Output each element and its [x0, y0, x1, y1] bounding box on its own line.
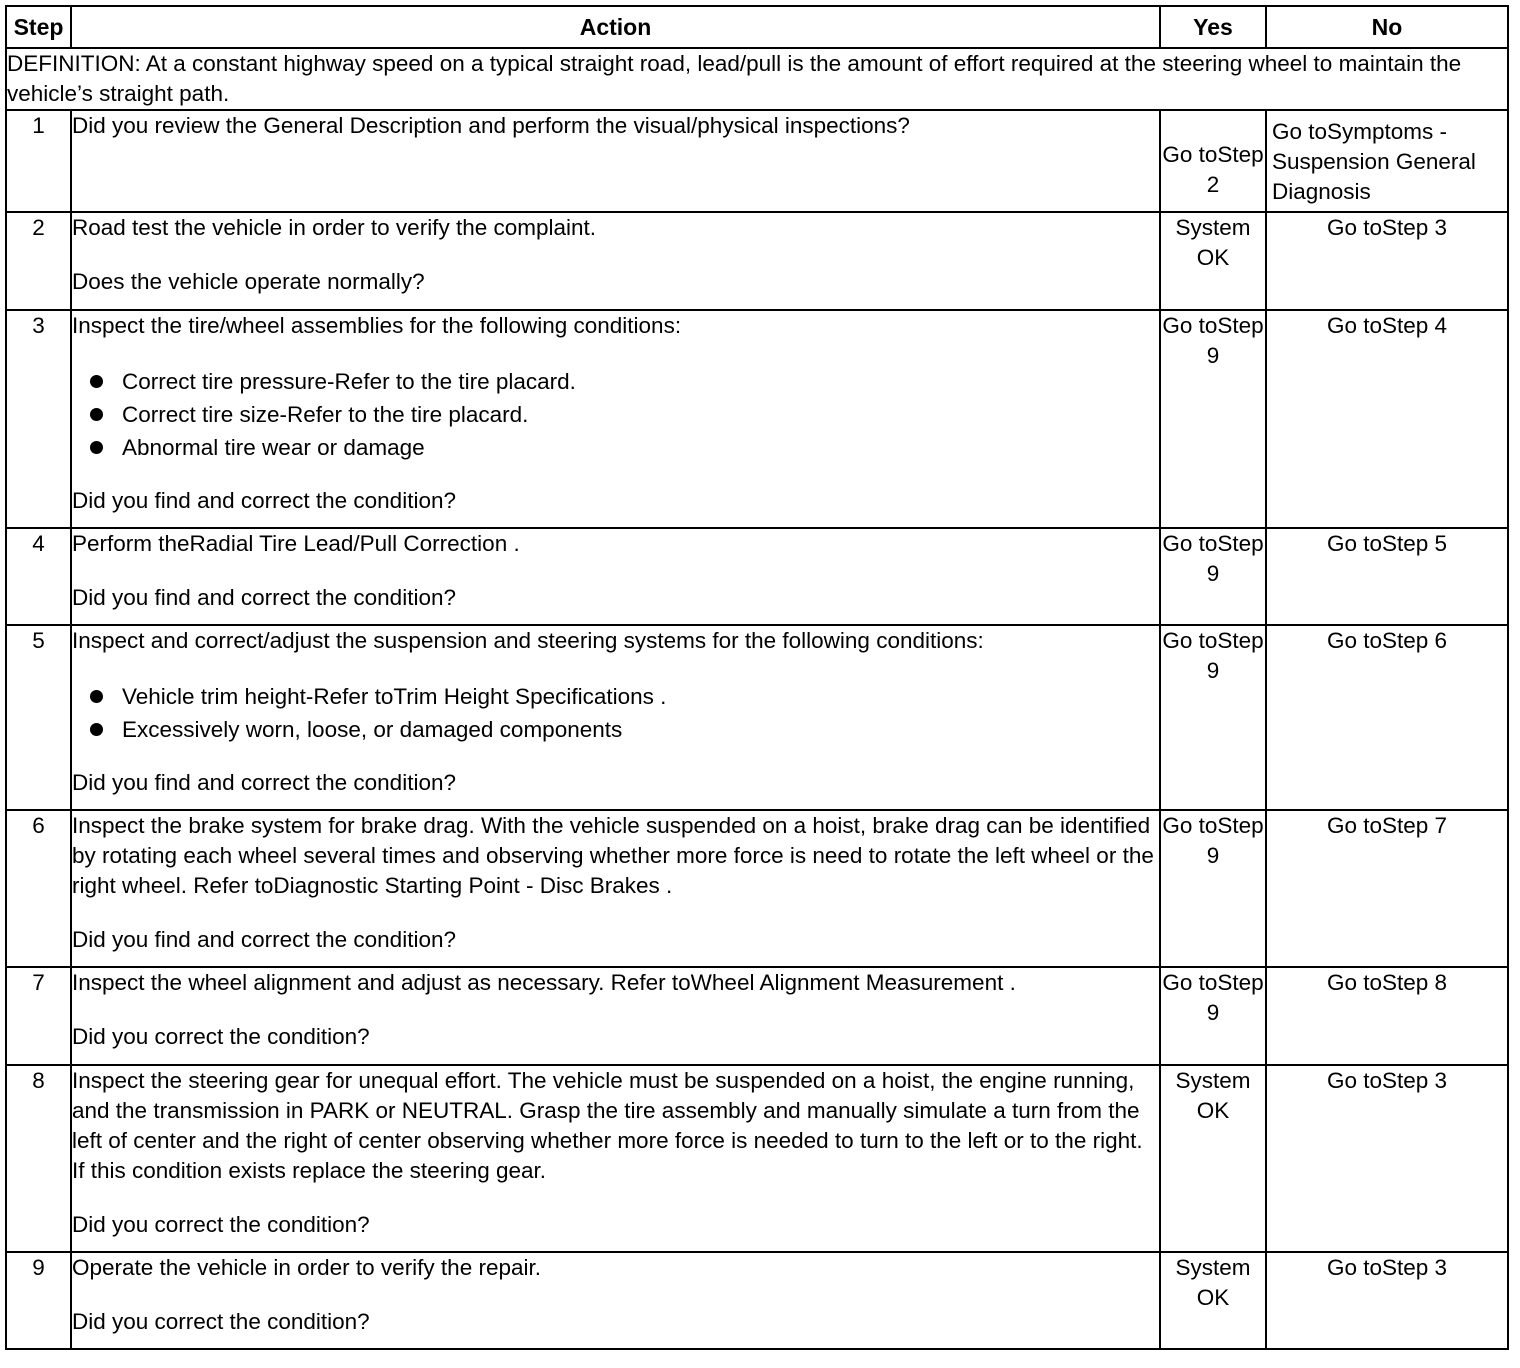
table-row: [6, 1065, 1508, 1252]
step-number: 6: [6, 810, 71, 967]
action-question: Did you find and correct the condition?: [72, 770, 456, 795]
yes-result: Go toStep 9: [1160, 310, 1266, 528]
list-item: [72, 365, 1159, 398]
step-number: 8: [6, 1065, 71, 1252]
list-item: [72, 431, 1159, 464]
yes-result: System OK: [1160, 1252, 1266, 1349]
no-result: Go toStep 5: [1266, 528, 1508, 625]
action-cell: [71, 625, 1160, 810]
action-text: Inspect the brake system for brake drag. With the vehicle suspended on a hoist, brake drag can be identified by rotating each wheel several times and observing whether more force is need to rotate the left wheel or the right wheel. Refer toDiagnostic Starting Point - Disc Brakes .: [72, 813, 1154, 898]
action-text: Inspect the steering gear for unequal effort. The vehicle must be suspended on a hoist, the engine running, and the transmission in PARK or NEUTRAL. Grasp the tire assembly and manually simulate a turn from the left of center and the right of center observing whether more force is needed to turn to the left or to the right. If this condition exists replace the steering gear.: [72, 1068, 1143, 1183]
action-question: Did you find and correct the condition?: [72, 488, 456, 513]
list-item-text: Correct tire size-Refer to the tire placard.: [122, 402, 529, 427]
yes-result: Go toStep 9: [1160, 625, 1266, 810]
action-cell: [71, 1065, 1160, 1252]
action-cell: [71, 810, 1160, 967]
action-question: Did you correct the condition?: [72, 1309, 370, 1334]
step-number: 1: [6, 110, 71, 212]
list-item-text: Vehicle trim height-Refer toTrim Height Specifications .: [122, 684, 667, 709]
action-question: Did you find and correct the condition?: [72, 585, 456, 610]
no-result: Go toStep 3: [1266, 212, 1508, 310]
action-text: Operate the vehicle in order to verify the repair.: [72, 1255, 541, 1280]
no-result: Go toStep 3: [1266, 1065, 1508, 1252]
action-question: Did you find and correct the condition?: [72, 927, 456, 952]
header-step: Step: [6, 6, 71, 48]
yes-result: Go toStep 9: [1160, 810, 1266, 967]
table-row: [6, 310, 1508, 528]
bullet-icon: [90, 375, 103, 388]
list-item-text: Correct tire pressure-Refer to the tire placard.: [122, 369, 576, 394]
table-row: [6, 110, 1508, 212]
action-text: Did you review the General Description and perform the visual/physical inspections?: [71, 110, 1160, 212]
no-result: Go toStep 3: [1266, 1252, 1508, 1349]
yes-result: Go toStep 2: [1160, 110, 1266, 212]
table-row: [6, 212, 1508, 310]
bullet-icon: [90, 408, 103, 421]
action-text: Inspect the tire/wheel assemblies for the following conditions:: [72, 313, 682, 338]
no-result: Go toStep 8: [1266, 967, 1508, 1065]
step-number: 9: [6, 1252, 71, 1349]
list-item-text: Excessively worn, loose, or damaged components: [122, 717, 623, 742]
yes-result: Go toStep 9: [1160, 528, 1266, 625]
header-action: Action: [71, 6, 1160, 48]
diagnostic-table-container: [5, 5, 1509, 1350]
condition-list: [72, 680, 1159, 746]
header-row: [6, 6, 1508, 48]
table-row: [6, 1252, 1508, 1349]
action-cell: [71, 310, 1160, 528]
action-question: Did you correct the condition?: [72, 1212, 370, 1237]
definition-text: DEFINITION: At a constant highway speed on a typical straight road, lead/pull is the amount of effort required at the steering wheel to maintain the vehicle’s straight path.: [6, 48, 1508, 110]
table-row: [6, 810, 1508, 967]
header-yes: Yes: [1160, 6, 1266, 48]
yes-result: System OK: [1160, 212, 1266, 310]
action-question: Did you correct the condition?: [72, 1024, 370, 1049]
bullet-icon: [90, 441, 103, 454]
action-cell: [71, 1252, 1160, 1349]
action-text: Inspect the wheel alignment and adjust as necessary. Refer toWheel Alignment Measurement .: [72, 970, 1016, 995]
action-cell: [71, 967, 1160, 1065]
no-result: Go toStep 6: [1266, 625, 1508, 810]
step-number: 2: [6, 212, 71, 310]
list-item-text: Abnormal tire wear or damage: [122, 435, 425, 460]
action-text: Perform theRadial Tire Lead/Pull Correction .: [72, 531, 520, 556]
no-result: Go toStep 4: [1266, 310, 1508, 528]
step-number: 4: [6, 528, 71, 625]
no-result: Go toSymptoms - Suspension General Diagnosis: [1266, 110, 1508, 212]
table-row: [6, 967, 1508, 1065]
list-item: [72, 398, 1159, 431]
bullet-icon: [90, 690, 103, 703]
action-text: Road test the vehicle in order to verify the complaint.: [72, 215, 597, 240]
bullet-icon: [90, 723, 103, 736]
action-text: Inspect and correct/adjust the suspension and steering systems for the following conditions:: [72, 628, 984, 653]
yes-result: Go toStep 9: [1160, 967, 1266, 1065]
action-cell: [71, 212, 1160, 310]
yes-result: System OK: [1160, 1065, 1266, 1252]
table-row: [6, 625, 1508, 810]
diagnostic-table: [5, 5, 1509, 1350]
step-number: 5: [6, 625, 71, 810]
action-question: Does the vehicle operate normally?: [72, 269, 425, 294]
header-no: No: [1266, 6, 1508, 48]
step-number: 3: [6, 310, 71, 528]
list-item: [72, 713, 1159, 746]
list-item: [72, 680, 1159, 713]
no-result: Go toStep 7: [1266, 810, 1508, 967]
step-number: 7: [6, 967, 71, 1065]
definition-row: [6, 48, 1508, 110]
table-row: [6, 528, 1508, 625]
condition-list: [72, 365, 1159, 464]
action-cell: [71, 528, 1160, 625]
